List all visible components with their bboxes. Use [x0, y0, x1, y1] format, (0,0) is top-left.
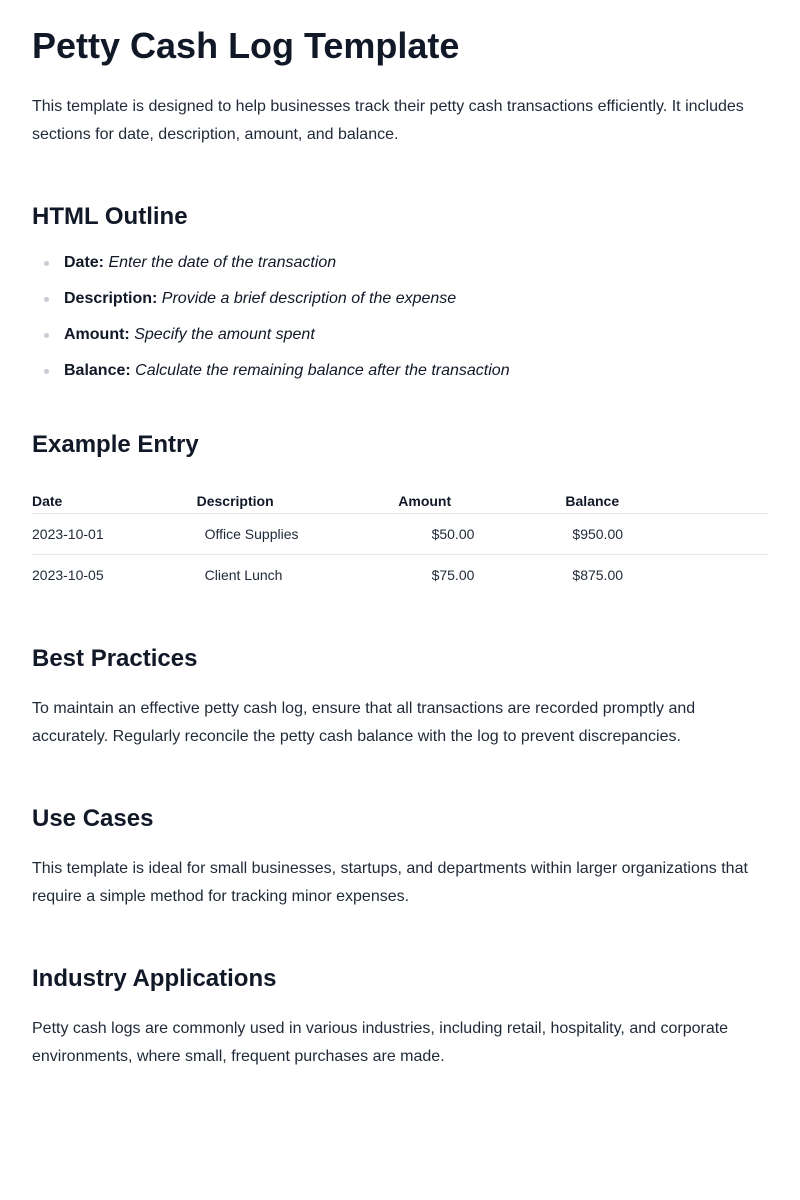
outline-desc: Calculate the remaining balance after the transaction	[135, 362, 510, 379]
use-cases-heading: Use Cases	[32, 805, 154, 832]
outline-term: Description:	[64, 290, 158, 307]
bullet-icon	[44, 297, 49, 302]
outline-item-date	[32, 253, 768, 273]
outline-desc: Provide a brief description of the expense	[161, 290, 457, 307]
outline-desc: Specify the amount spent	[134, 326, 315, 343]
outline-term: Balance:	[64, 362, 131, 379]
outline-item-balance	[32, 361, 768, 381]
cell-date: 2023-10-01	[32, 514, 197, 555]
industry-paragraph: Petty cash logs are commonly used in various industries, including retail, hospitality, and corporate environments, where small, frequent purchases are made.	[32, 1020, 729, 1065]
best-practices-heading: Best Practices	[32, 645, 198, 672]
column-header-date: Date	[32, 485, 197, 514]
page-title: Petty Cash Log Template	[32, 25, 460, 66]
cell-balance: $950.00	[474, 514, 768, 555]
column-header-description: Description	[197, 485, 399, 514]
outline-term: Amount:	[64, 326, 130, 343]
column-header-balance: Balance	[474, 485, 768, 514]
cell-amount: $50.00	[398, 514, 474, 555]
example-table	[32, 485, 768, 595]
outline-term: Date:	[64, 254, 105, 271]
outline-heading: HTML Outline	[32, 203, 188, 230]
bullet-icon	[44, 333, 49, 338]
example-heading: Example Entry	[32, 431, 199, 458]
outline-desc: Enter the date of the transaction	[108, 254, 337, 271]
table-header-row	[32, 485, 768, 514]
bullet-icon	[44, 369, 49, 374]
cell-date: 2023-10-05	[32, 567, 104, 583]
column-header-amount: Amount	[398, 485, 474, 514]
table-row	[32, 555, 768, 596]
table-row	[32, 514, 768, 555]
industry-heading: Industry Applications	[32, 965, 277, 992]
best-practices-paragraph: To maintain an effective petty cash log, ensure that all transactions are recorded promptly and accurately. Regularly reconcile the petty cash balance with the log to prevent discrepancies.	[32, 700, 696, 745]
cell-description: Office Supplies	[197, 514, 399, 555]
outline-item-amount	[32, 325, 768, 345]
outline-item-description	[32, 289, 768, 309]
cell-amount: $75.00	[431, 567, 475, 583]
intro-paragraph: This template is designed to help businesses track their petty cash transactions efficiently. It includes sections for date, description, amount, and balance.	[32, 98, 744, 143]
use-cases-paragraph: This template is ideal for small businesses, startups, and departments within larger organizations that require a simple method for tracking minor expenses.	[32, 860, 748, 905]
bullet-icon	[44, 261, 49, 266]
cell-description: Client Lunch	[204, 567, 283, 583]
cell-balance: $875.00	[572, 567, 624, 583]
outline-list	[32, 253, 768, 381]
